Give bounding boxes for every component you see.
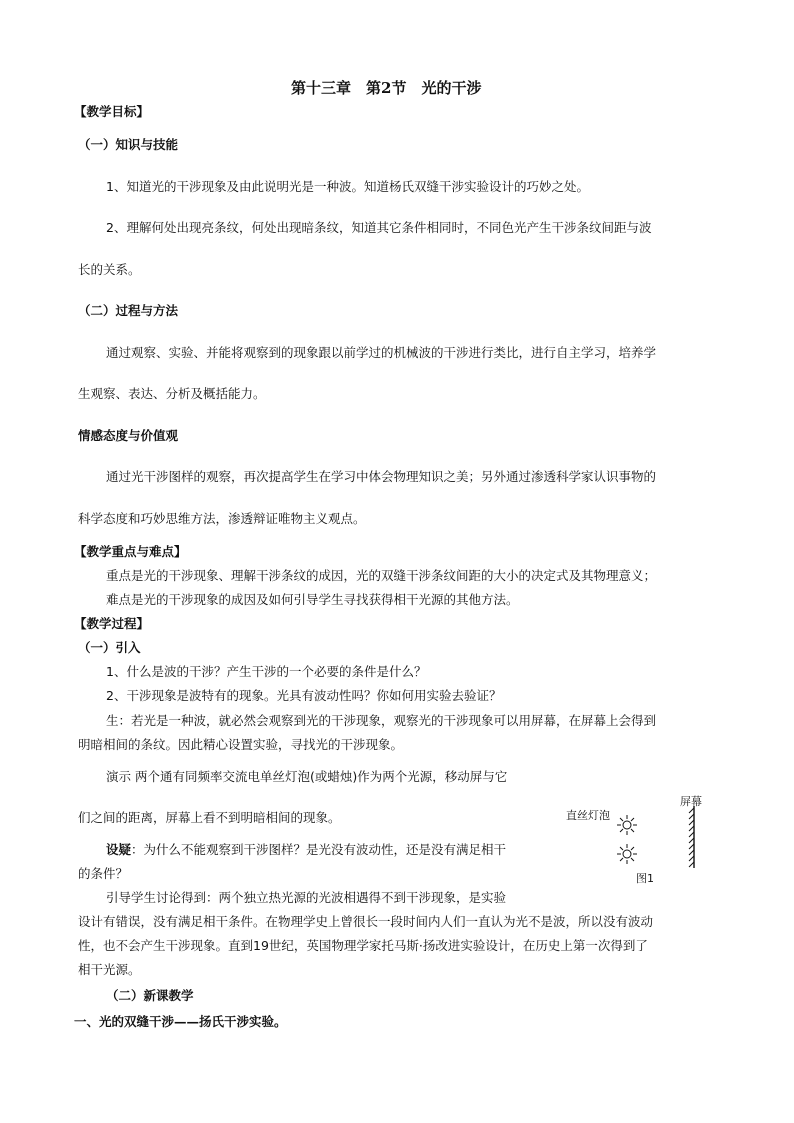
process-heading: （二）过程与方法 [78,303,179,318]
question-1: 1、什么是波的干涉？产生干涉的一个必要的条件是什么？ [106,664,427,679]
figure-caption: 图1 [636,872,654,885]
intro-heading: （一）引入 [78,640,141,655]
key-points-line-2: 难点是光的干涉现象的成因及如何引导学生寻找获得相干光源的其他方法。 [106,592,519,607]
process-line-1: 通过观察、实验、并能将观察到的现象跟以前学过的机械波的干涉进行类比，进行自主学习，培养学 [106,345,657,360]
guide-line-3: 性，也不会产生干涉现象。直到19世纪，英国物理学家托马斯·扬改进实验设计，在历史上第一次得到了 [78,938,648,953]
student-answer-line-1: 生：若光是一种波，就必然会观察到光的干涉现象，观察光的干涉现象可以用屏幕，在屏幕上会得到 [106,713,657,728]
bulb-icon [616,843,638,865]
guide-line-4: 相干光源。 [78,962,141,977]
doubt-line-2: 的条件？ [78,866,129,881]
guide-line-1: 引导学生讨论得到：两个独立热光源的光波相遇得不到干涉现象，是实验 [106,890,507,905]
emotion-line-1: 通过光干涉图样的观察，再次提高学生在学习中体会物理知识之美；另外通过渗透科学家认识事物的 [106,469,657,484]
screen-hatch-icon [686,806,698,868]
emotion-line-2: 科学态度和巧妙思维方法，渗透辩证唯物主义观点。 [78,511,366,526]
knowledge-item-1: 1、知道光的干涉现象及由此说明光是一种波。知道杨氏双缝干涉实验设计的巧妙之处。 [106,179,589,194]
guide-line-2: 设计有错误，没有满足相干条件。在物理学史上曾很长一段时间内人们一直认为光不是波，所以没有波动 [78,914,654,929]
bulb-icon [616,814,638,836]
key-points-heading: 【教学重点与难点】 [74,544,187,559]
goals-heading: 【教学目标】 [74,104,150,119]
demo-line-2: 们之间的距离，屏幕上看不到明暗相间的现象。 [78,810,341,825]
new-lesson-heading: （二）新课教学 [106,988,194,1003]
demo-line-1: 演示 两个通有同频率交流电单丝灯泡(或蜡烛)作为两个光源，移动屏与它 [106,769,508,784]
page-title: 第十三章 第2节 光的干涉 [291,79,482,97]
student-answer-line-2: 明暗相间的条纹。因此精心设置实验，寻找光的干涉现象。 [78,737,404,752]
doubt-line-1 [106,840,506,858]
doubt-text: ：为什么不能观察到干涉图样？是光没有波动性，还是没有满足相干 [131,842,507,857]
doubt-label: 设疑 [106,842,132,857]
key-points-line-1: 重点是光的干涉现象、理解干涉条纹的成因，光的双缝干涉条纹间距的大小的决定式及其物理意义； [106,568,657,583]
process-line-2: 生观察、表达、分析及概括能力。 [78,386,266,401]
figure-screen-label: 屏幕 [680,795,702,808]
knowledge-item-2-line-1: 2、理解何处出现亮条纹，何处出现暗条纹，知道其它条件相同时，不同色光产生干涉条纹间距与波 [106,220,652,235]
knowledge-heading: （一）知识与技能 [78,137,179,152]
question-2: 2、干涉现象是波特有的现象。光具有波动性吗？你如何用实验去验证？ [106,688,502,703]
emotion-heading: 情感态度与价值观 [78,428,179,443]
knowledge-item-2-line-2: 长的关系。 [78,262,141,277]
section-1-heading: 一、光的双缝干涉——扬氏干涉实验。 [74,1014,287,1029]
figure-bulb-label: 直丝灯泡 [566,809,610,822]
teaching-process-heading: 【教学过程】 [74,616,150,631]
